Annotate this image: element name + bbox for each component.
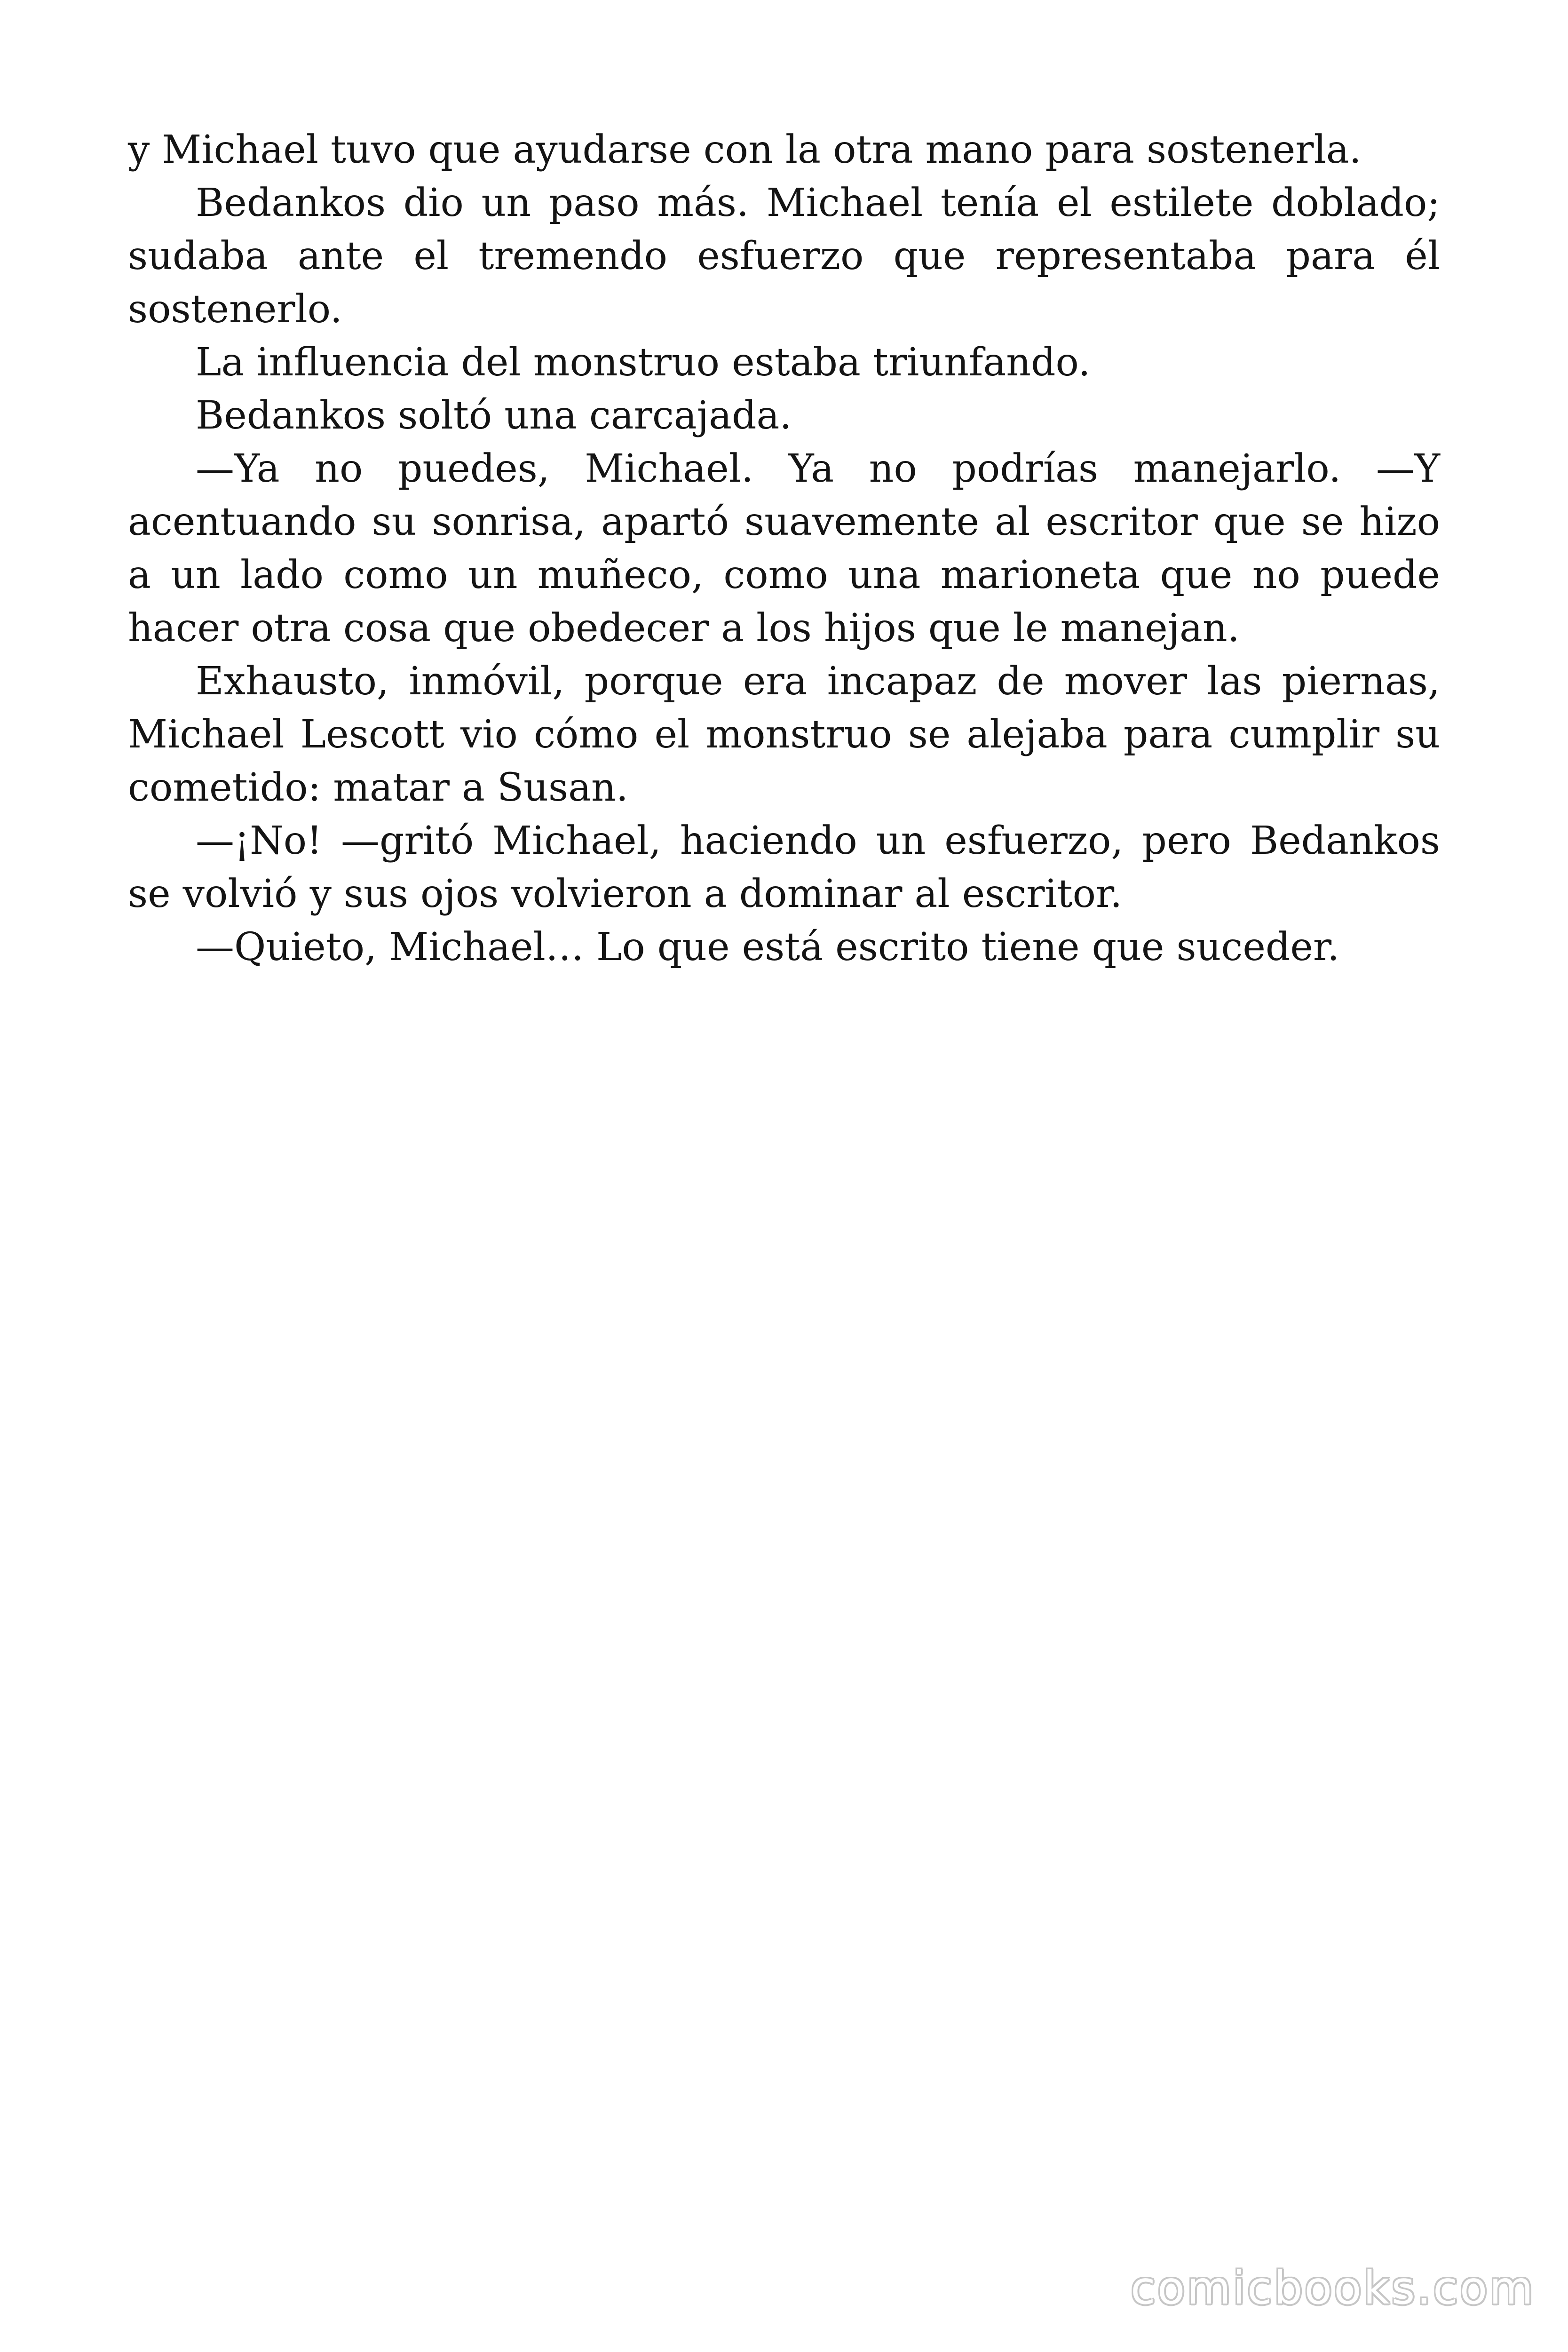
- paragraph: Exhausto, inmóvil, porque era incapaz de mover las piernas, Michael Lescott vio cómo el monstruo se alejaba para cumplir su cometido: matar a Susan.: [128, 659, 1440, 810]
- paragraph: —Ya no puedes, Michael. Ya no podrías manejarlo. —Y acentuando su sonrisa, apartó suavemente al escritor que se hizo a un lado como un muñeco, como una marioneta que no puede hacer otra cosa que obedecer a los hijos que le manejan.: [128, 446, 1440, 651]
- paragraph: La influencia del monstruo estaba triunfando.: [196, 340, 1091, 385]
- paragraph: y Michael tuvo que ayudarse con la otra mano para sostenerla.: [128, 127, 1362, 172]
- paragraph: —¡No! —gritó Michael, haciendo un esfuerzo, pero Bedankos se volvió y sus ojos volvieron a dominar al escritor.: [128, 818, 1440, 916]
- paragraph: Bedankos soltó una carcajada.: [196, 393, 792, 438]
- watermark: comicbooks.com: [1130, 2262, 1535, 2314]
- paragraph: Bedankos dio un paso más. Michael tenía el estilete doblado; sudaba ante el tremendo esfuerzo que representaba para él sostenerlo.: [128, 181, 1440, 332]
- paragraph: —Quieto, Michael… Lo que está escrito tiene que suceder.: [196, 925, 1340, 969]
- body-text: [128, 123, 1440, 974]
